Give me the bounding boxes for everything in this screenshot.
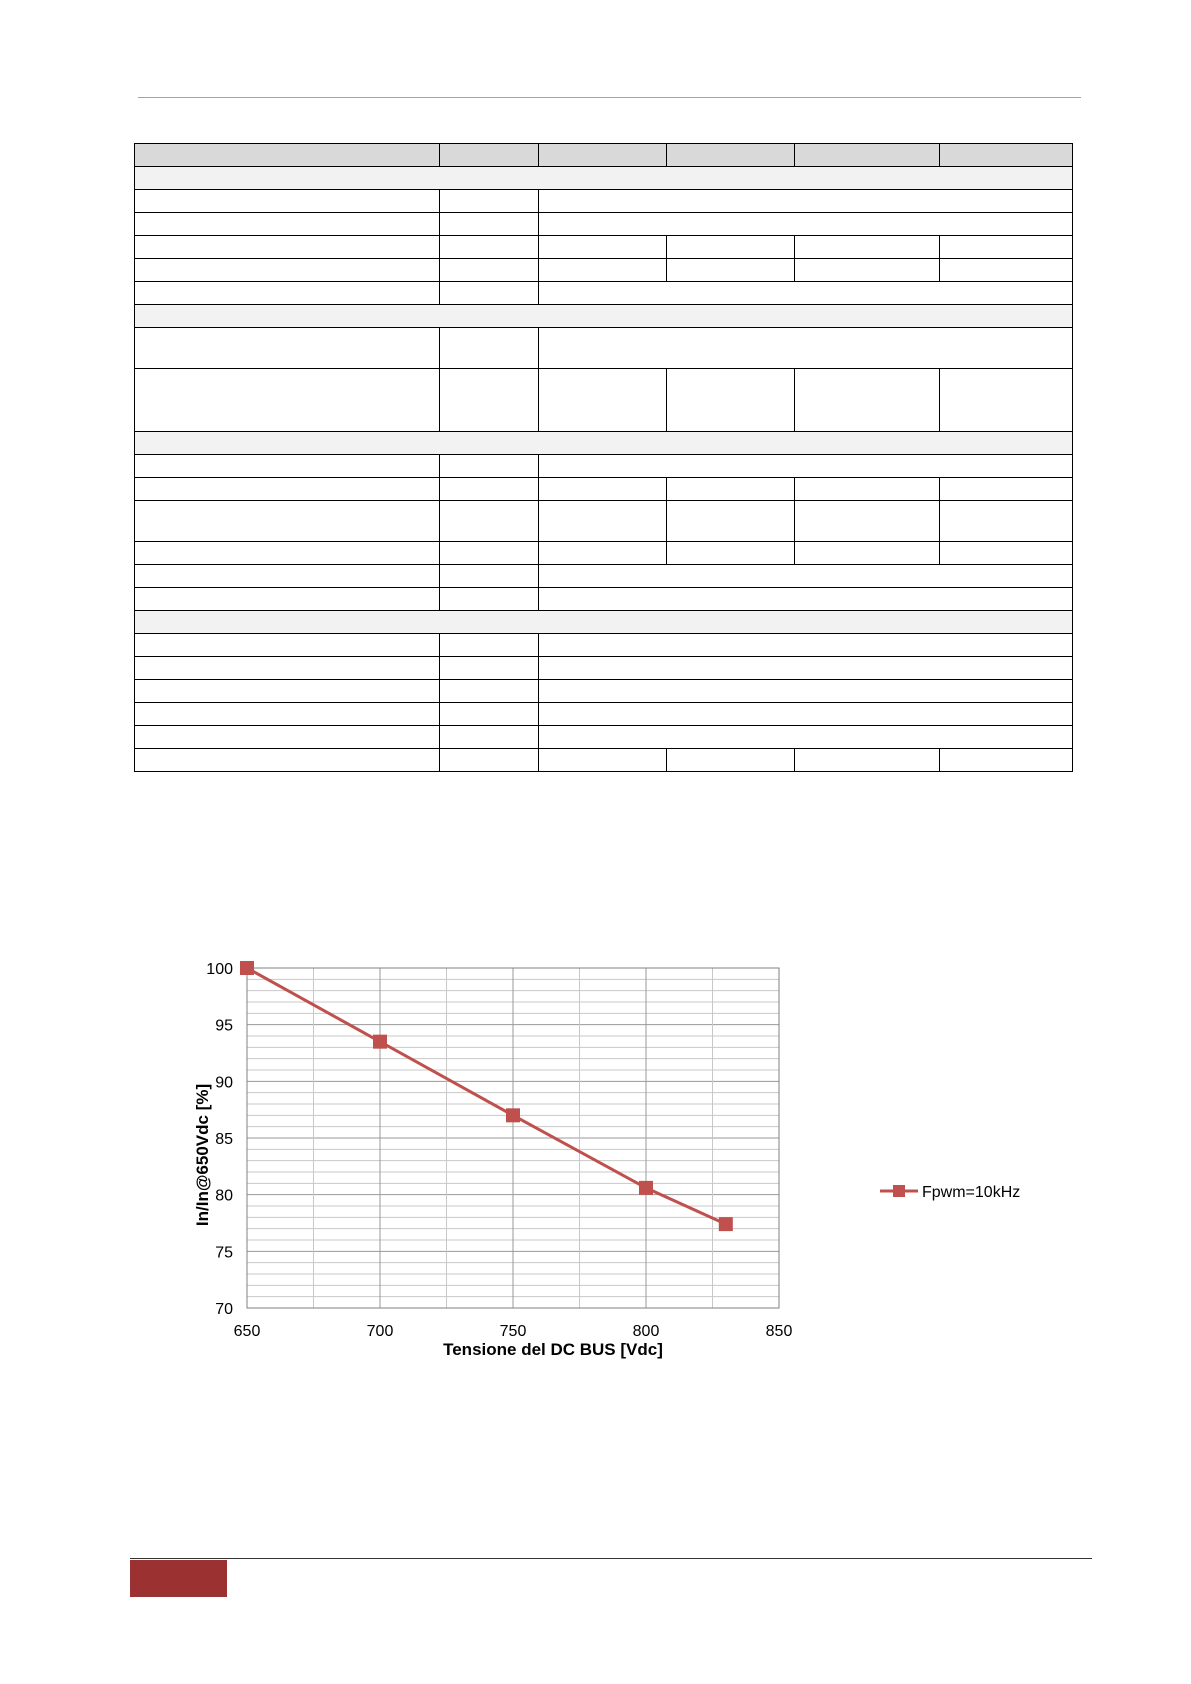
table-cell [135, 680, 440, 703]
table-cell [795, 236, 940, 259]
table-cell [667, 369, 795, 432]
table-cell [539, 478, 667, 501]
table-cell [440, 726, 539, 749]
table-cell [440, 259, 539, 282]
table-cell [135, 478, 440, 501]
table-cell [135, 432, 1073, 455]
table-cell [539, 565, 1073, 588]
table-row [135, 634, 1073, 657]
table-cell [135, 588, 440, 611]
legend-marker [893, 1185, 905, 1197]
table-cell [667, 478, 795, 501]
table-cell [135, 282, 440, 305]
table-cell [135, 167, 1073, 190]
table-cell [135, 749, 440, 772]
table-row [135, 478, 1073, 501]
table-cell [940, 259, 1073, 282]
table-cell [539, 749, 667, 772]
table-cell [135, 328, 440, 369]
table-cell [440, 657, 539, 680]
table-cell [795, 501, 940, 542]
chart-legend [880, 1184, 1020, 1201]
table-cell [940, 369, 1073, 432]
x-tick-label: 650 [233, 1323, 261, 1340]
footer-rule [130, 1558, 1092, 1559]
table-cell [440, 213, 539, 236]
table-cell [940, 478, 1073, 501]
table-cell [135, 657, 440, 680]
table-cell [539, 213, 1073, 236]
data-point [373, 1035, 387, 1049]
table-row [135, 726, 1073, 749]
table-cell [440, 542, 539, 565]
table-cell [795, 259, 940, 282]
table-cell [135, 213, 440, 236]
x-tick-label: 750 [499, 1323, 527, 1340]
data-point [506, 1108, 520, 1122]
table-cell [667, 501, 795, 542]
table-cell [135, 236, 440, 259]
table-cell [440, 144, 539, 167]
table-row [135, 455, 1073, 478]
table-cell [440, 478, 539, 501]
data-point [240, 961, 254, 975]
table-cell [440, 282, 539, 305]
table-cell [539, 657, 1073, 680]
table-cell [539, 328, 1073, 369]
table-row [135, 588, 1073, 611]
table-cell [440, 565, 539, 588]
table-cell [539, 634, 1073, 657]
table-cell [539, 259, 667, 282]
table-cell [135, 703, 440, 726]
table-cell [135, 369, 440, 432]
table-cell [539, 703, 1073, 726]
table-row [135, 167, 1073, 190]
table-cell [539, 236, 667, 259]
table-cell [135, 455, 440, 478]
derating-chart [180, 961, 1021, 1395]
table-cell [440, 501, 539, 542]
table-cell [795, 144, 940, 167]
data-point [639, 1181, 653, 1195]
x-tick-label: 850 [765, 1323, 793, 1340]
table-row [135, 657, 1073, 680]
table-row [135, 703, 1073, 726]
table-row [135, 611, 1073, 634]
y-tick-label: 70 [215, 1301, 233, 1318]
table-cell [539, 455, 1073, 478]
header-rule [138, 97, 1081, 98]
table-cell [440, 634, 539, 657]
table-cell [539, 588, 1073, 611]
table-cell [795, 542, 940, 565]
table-cell [539, 369, 667, 432]
chart-grid [247, 968, 779, 1308]
table-cell [667, 542, 795, 565]
table-row [135, 305, 1073, 328]
table-row [135, 213, 1073, 236]
table-cell [539, 726, 1073, 749]
y-tick-label: 85 [215, 1131, 233, 1148]
table-row [135, 259, 1073, 282]
x-tick-label: 800 [632, 1323, 660, 1340]
table-cell [667, 749, 795, 772]
chart-ticks [206, 961, 792, 1340]
table-cell [135, 611, 1073, 634]
table-cell [440, 190, 539, 213]
y-tick-label: 100 [206, 961, 233, 978]
table-row [135, 369, 1073, 432]
table-cell [440, 703, 539, 726]
table-cell [440, 680, 539, 703]
table-cell [135, 501, 440, 542]
table-cell [135, 634, 440, 657]
table-row [135, 501, 1073, 542]
table-cell [539, 190, 1073, 213]
table-row [135, 565, 1073, 588]
table-row [135, 680, 1073, 703]
table-row [135, 236, 1073, 259]
table-cell [940, 749, 1073, 772]
x-axis-label: Tensione del DC BUS [Vdc] [443, 1340, 663, 1359]
table-row [135, 144, 1073, 167]
table-row [135, 542, 1073, 565]
table-cell [940, 542, 1073, 565]
y-axis-label: In/In@650Vdc [%] [193, 1083, 212, 1227]
table-cell [539, 680, 1073, 703]
table-cell [440, 749, 539, 772]
table-cell [940, 236, 1073, 259]
table-cell [795, 478, 940, 501]
table-cell [135, 259, 440, 282]
table-cell [667, 259, 795, 282]
table-cell [539, 282, 1073, 305]
table-cell [667, 144, 795, 167]
table-cell [440, 369, 539, 432]
table-cell [539, 542, 667, 565]
table-cell [135, 542, 440, 565]
spec-table [134, 143, 1073, 772]
data-point [719, 1217, 733, 1231]
table-cell [135, 305, 1073, 328]
table-cell [135, 726, 440, 749]
legend-label: Fpwm=10kHz [922, 1184, 1021, 1201]
table-cell [667, 236, 795, 259]
series-line [247, 968, 726, 1224]
table-cell [135, 190, 440, 213]
table-row [135, 328, 1073, 369]
footer-color-block [130, 1560, 227, 1597]
x-tick-label: 700 [366, 1323, 394, 1340]
table-cell [440, 455, 539, 478]
y-tick-label: 75 [215, 1244, 233, 1262]
table-cell [135, 565, 440, 588]
y-tick-label: 95 [215, 1017, 233, 1035]
y-tick-label: 80 [215, 1187, 233, 1205]
table-cell [440, 588, 539, 611]
table-cell [795, 369, 940, 432]
table-row [135, 432, 1073, 455]
table-cell [795, 749, 940, 772]
table-cell [940, 501, 1073, 542]
table-cell [539, 144, 667, 167]
table-row [135, 190, 1073, 213]
table-cell [440, 236, 539, 259]
table-row [135, 282, 1073, 305]
table-cell [440, 328, 539, 369]
table-cell [539, 501, 667, 542]
table-row [135, 749, 1073, 772]
table-cell [135, 144, 440, 167]
table-cell [940, 144, 1073, 167]
y-tick-label: 90 [215, 1074, 233, 1092]
